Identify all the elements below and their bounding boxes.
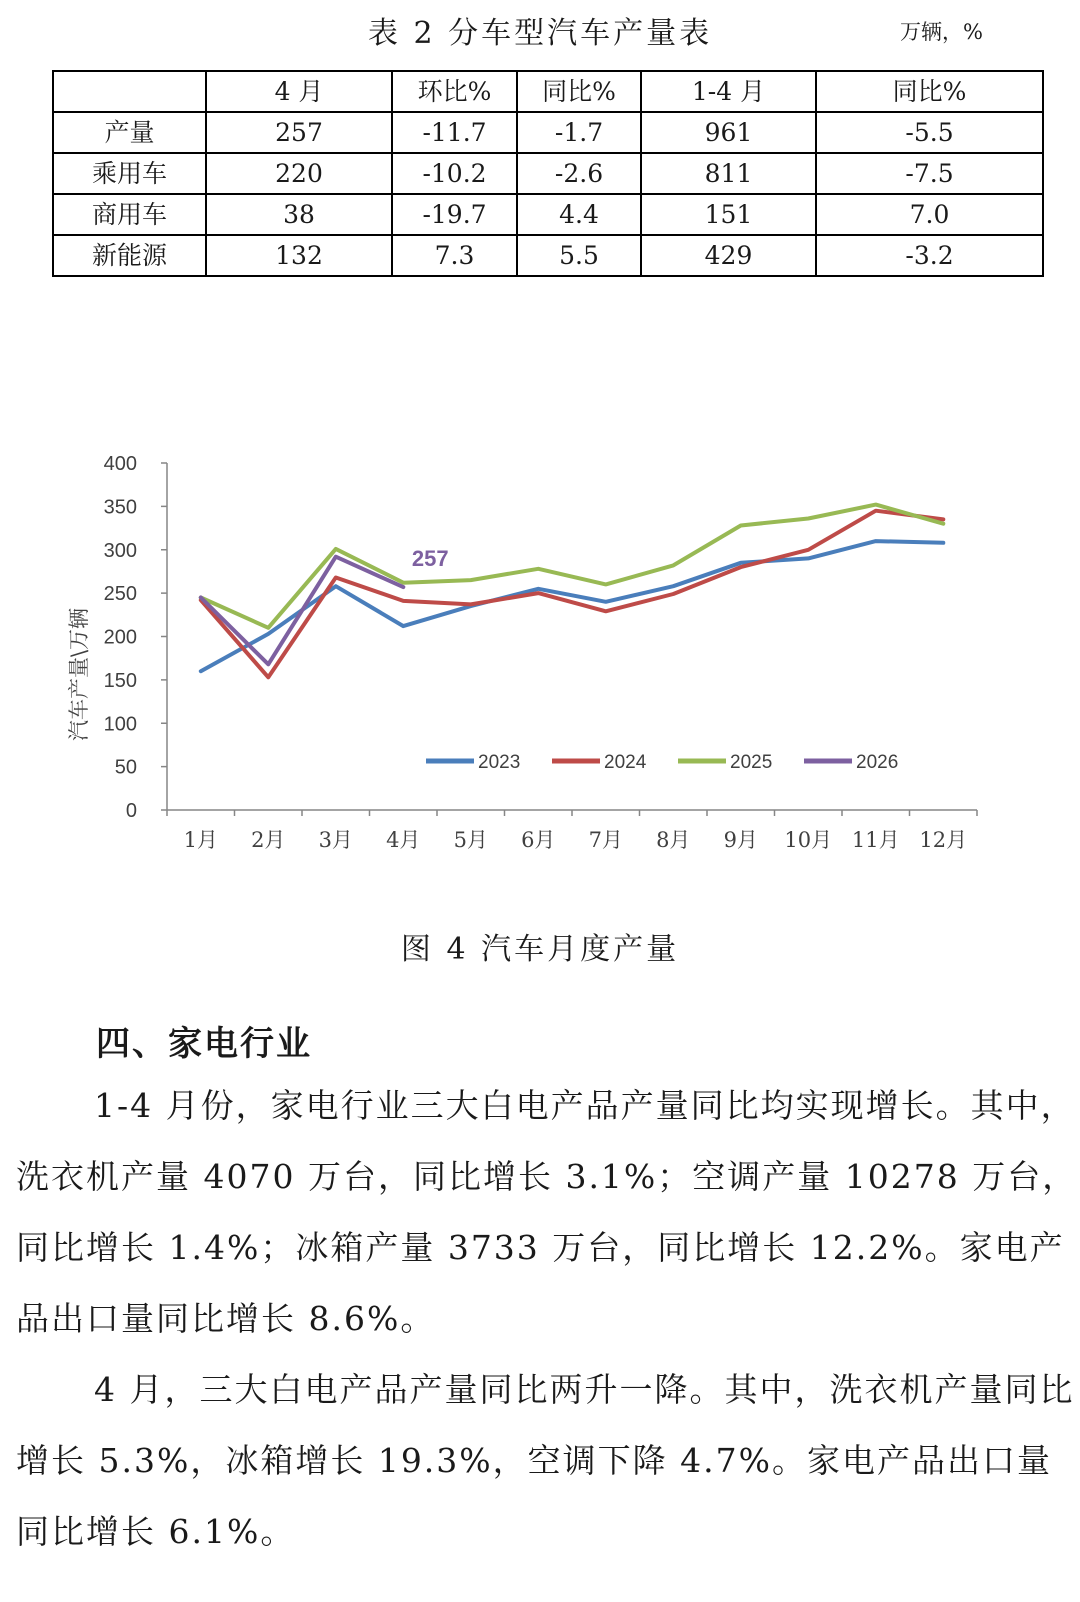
x-tick-label: 8月: [656, 828, 691, 852]
table-header-cell: 环比%: [392, 71, 517, 112]
table-row: [53, 194, 1043, 235]
x-tick-label: 12月: [919, 828, 968, 852]
table-header-cell: 4 月: [206, 71, 392, 112]
x-tick-label: 7月: [588, 828, 623, 852]
y-axis-title: 汽车产量\万辆: [67, 607, 91, 742]
series-line-2023: [201, 541, 944, 671]
table-cell: 811: [641, 153, 816, 194]
table-cell: -19.7: [392, 194, 517, 235]
table-cell: -7.5: [816, 153, 1043, 194]
x-tick-label: 6月: [521, 828, 556, 852]
table-cell: 961: [641, 112, 816, 153]
legend-label: 2025: [730, 752, 773, 773]
x-tick-label: 11月: [851, 828, 900, 852]
x-tick-label: 5月: [453, 828, 488, 852]
table-cell: 132: [206, 235, 392, 276]
y-tick-label: 300: [103, 539, 137, 562]
table-cell: 220: [206, 153, 392, 194]
table-header-cell: 1-4 月: [641, 71, 816, 112]
y-tick-label: 250: [103, 583, 137, 606]
table-header-cell: [53, 71, 206, 112]
vehicle-production-table: [52, 70, 1044, 277]
table-title: 表 2 分车型汽车产量表: [367, 16, 713, 51]
x-tick-label: 3月: [318, 828, 353, 852]
table-header-row: [53, 71, 1043, 112]
table-cell: 429: [641, 235, 816, 276]
table-unit-label: 万辆，%: [900, 20, 983, 44]
table-row: [53, 112, 1043, 153]
y-tick-label: 100: [103, 713, 137, 736]
x-tick-label: 2月: [251, 828, 286, 852]
table-cell: -5.5: [816, 112, 1043, 153]
table-cell: -2.6: [517, 153, 641, 194]
y-tick-label: 400: [103, 453, 137, 475]
data-label: 257: [411, 546, 449, 572]
x-tick-label: 10月: [784, 828, 833, 852]
table-row-label: 商用车: [53, 194, 206, 235]
table-row: [53, 235, 1043, 276]
table-cell: 38: [206, 194, 392, 235]
table-row-label: 新能源: [53, 235, 206, 276]
table-row-label: 产量: [53, 112, 206, 153]
table-cell: 257: [206, 112, 392, 153]
section-heading: 四、家电行业: [96, 1024, 312, 1064]
x-tick-label: 4月: [386, 828, 421, 852]
table-cell: -10.2: [392, 153, 517, 194]
table-body: [53, 71, 1043, 276]
y-tick-label: 50: [114, 756, 137, 779]
chart-svg: [0, 440, 1080, 880]
y-tick-label: 0: [125, 800, 137, 822]
legend-label: 2023: [478, 752, 521, 773]
table-header-cell: 同比%: [816, 71, 1043, 112]
x-tick-label: 9月: [723, 828, 758, 852]
paragraph-1: 1-4 月份，家电行业三大白电产品产量同比均实现增长。其中，洗衣机产量 4070 万台，同比增长 3.1%；空调产量 10278 万台，同比增长 1.4%；冰箱产量 3733 万台，同比增长 12.2%。家电产品出口量同比增长 8.6%。: [16, 1086, 1078, 1338]
table-cell: 151: [641, 194, 816, 235]
figure-caption: 图 4 汽车月度产量: [400, 932, 680, 967]
y-tick-label: 200: [103, 626, 137, 649]
y-tick-label: 350: [103, 496, 137, 519]
table-row-label: 乘用车: [53, 153, 206, 194]
table-cell: 5.5: [517, 235, 641, 276]
table-row: [53, 153, 1043, 194]
table-header-cell: 同比%: [517, 71, 641, 112]
legend-label: 2024: [604, 752, 647, 773]
paragraph-2: 4 月，三大白电产品产量同比两升一降。其中，洗衣机产量同比增长 5.3%，冰箱增长 19.3%，空调下降 4.7%。家电产品出口量同比增长 6.1%。: [16, 1370, 1075, 1551]
y-tick-label: 150: [103, 669, 137, 692]
legend-label: 2026: [856, 752, 899, 773]
table-cell: -11.7: [392, 112, 517, 153]
table-cell: 7.0: [816, 194, 1043, 235]
table-cell: 4.4: [517, 194, 641, 235]
x-tick-label: 1月: [183, 828, 218, 852]
auto-production-chart: [0, 440, 1080, 880]
table-cell: -1.7: [517, 112, 641, 153]
table-cell: 7.3: [392, 235, 517, 276]
table-cell: -3.2: [816, 235, 1043, 276]
